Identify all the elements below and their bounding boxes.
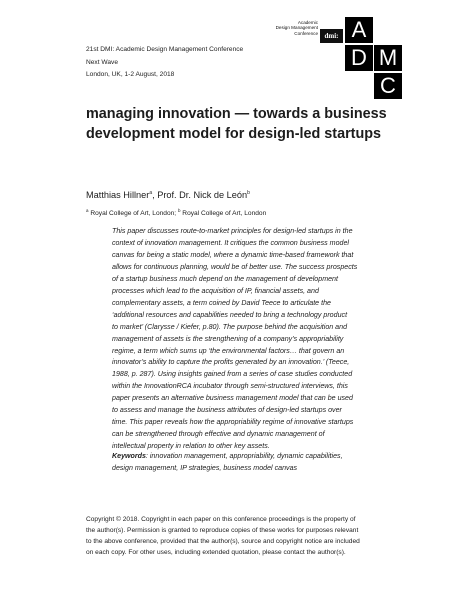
dmi-logo-mark: dmi: xyxy=(320,29,343,43)
logo-letter-a: A xyxy=(345,17,373,43)
abstract xyxy=(112,226,430,453)
abstract-line: canvas for being a static model, where a dynamic time-based framework that xyxy=(112,250,354,259)
abstract-line: to market’ (Clarysse / Kiefer, p.80). The purpose behind the acquisition and xyxy=(112,322,348,331)
logo-text xyxy=(256,20,318,36)
author-affiliation-marker: b xyxy=(247,190,250,196)
abstract-line: management of assets is the strengthening of a company’s appropriability xyxy=(112,334,344,343)
abstract-line: processes which lead to the acquisition of IP, financial assets, and xyxy=(112,286,319,295)
abstract-line: ‘additional resources and capabilities needed to bring a technology product xyxy=(112,310,348,319)
logo-letter-m: M xyxy=(374,45,402,71)
conference-theme: Next Wave xyxy=(86,58,118,66)
abstract-line: complementary assets, a term coined by David Teece to articulate the xyxy=(112,298,331,307)
copyright-line: to the above conference, provided that the author(s), source and copyright notice are included xyxy=(86,537,360,545)
copyright-line: on each copy. For other uses, including extended quotation, please contact the author(s). xyxy=(86,548,346,556)
adm-conference-logo xyxy=(247,17,403,99)
abstract-line: allows for continuous planning, would be of better use. The success prospects xyxy=(112,262,358,271)
abstract-line: context of innovation management. It critiques the common business model xyxy=(112,238,349,247)
abstract-line: This paper discusses route-to-market principles for design-led startups in the xyxy=(112,227,353,235)
conference-location-date: London, UK, 1-2 August, 2018 xyxy=(86,71,175,79)
author-name: Prof. Dr. Nick de León xyxy=(157,190,248,201)
author-affiliation-marker: a xyxy=(149,190,153,196)
logo-letter-d: D xyxy=(345,45,373,71)
abstract-line: paper presents an alternative business management model that can be used xyxy=(112,394,353,403)
paper-title: managing innovation — towards a business development model for design-led startups xyxy=(86,106,387,142)
abstract-line: to assess and manage the business attributes of design-led startups over xyxy=(112,406,342,415)
logo-line: Conference xyxy=(294,30,318,36)
logo-letter-c: C xyxy=(374,73,402,99)
abstract-line: within the InnovationRCA incubator through semi-structured interviews, this xyxy=(112,382,348,391)
abstract-line: intellectual property in relation to other key assets. xyxy=(112,442,270,451)
logo-line: Academic xyxy=(297,20,318,25)
keywords-label: Keywords xyxy=(112,452,146,460)
abstract-line: of a startup business much depend on the management of development xyxy=(112,274,338,283)
affiliation-marker: b xyxy=(177,208,181,213)
affiliation-text: Royal College of Art, London; xyxy=(88,210,178,218)
copyright-line: Copyright © 2018. Copyright in each paper on this conference proceedings is the property of xyxy=(86,516,356,523)
logo-line: Design Management xyxy=(275,25,318,31)
copyright-line: the author(s). Permission is granted to reproduce copies of these works for purposes relevant xyxy=(86,526,359,534)
keywords xyxy=(112,451,430,475)
abstract-line: can be strengthened through effective and dynamic management of xyxy=(112,430,325,439)
author-name: Matthias Hillner xyxy=(86,190,150,201)
abstract-line: innovator’s ability to capture the profits generated by an innovation.’ (Teece, xyxy=(112,358,350,367)
affiliation-marker: a xyxy=(86,208,89,213)
conference-name: 21st DMI: Academic Design Management Conference xyxy=(86,46,244,53)
author-separator: , xyxy=(152,190,158,201)
abstract-line: time. This paper reveals how the appropriability regime of innovative startups xyxy=(112,418,354,427)
author-list xyxy=(86,190,250,200)
keywords-text: : innovation management, appropriability, dynamic capabilities, xyxy=(145,452,343,460)
abstract-line: regime, a term which sums up ‘the environmental factors… that govern an xyxy=(112,346,345,355)
affiliation-list xyxy=(86,208,266,217)
abstract-line: 1988, p. 287). Using insights gained from a series of case studies conducted xyxy=(112,370,353,379)
conference-info xyxy=(86,44,243,82)
keywords-text: design management, IP strategies, business model canvas xyxy=(112,463,298,472)
affiliation-text: Royal College of Art, London xyxy=(180,210,267,218)
copyright-notice xyxy=(86,515,436,559)
